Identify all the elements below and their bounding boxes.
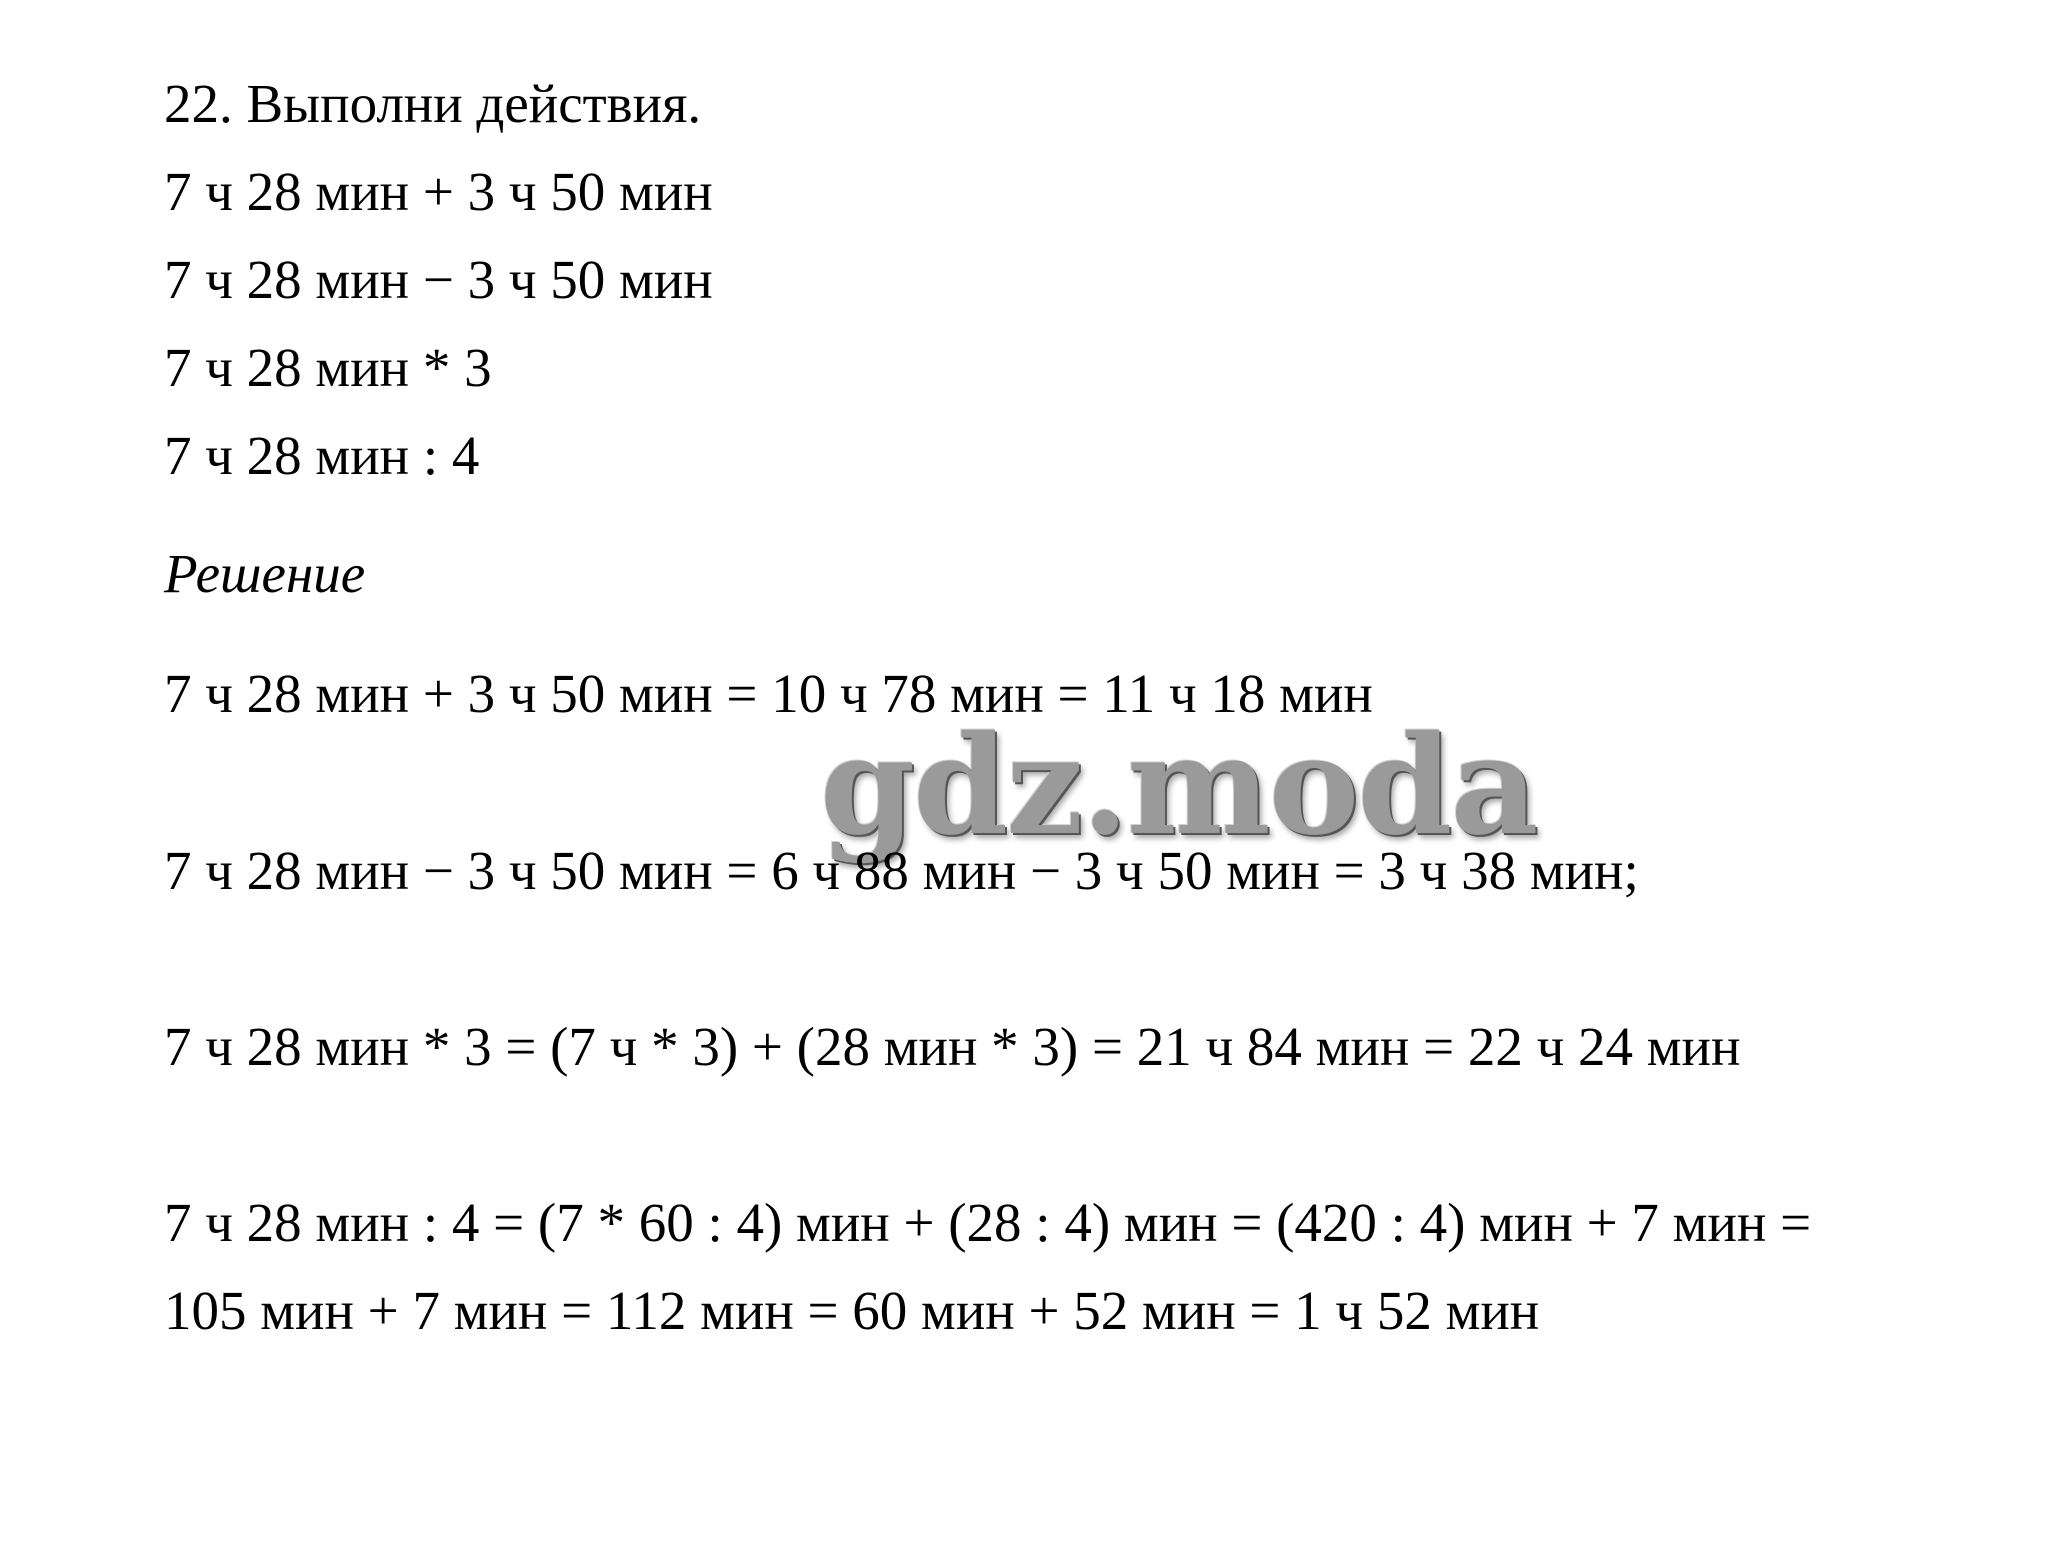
- task-title: 22. Выполни действия.: [164, 73, 702, 134]
- solution-line-division-part2: 105 мин + 7 мин = 112 мин = 60 мин + 52 мин = 1 ч 52 мин: [164, 1280, 1540, 1341]
- task-expression-subtraction: 7 ч 28 мин − 3 ч 50 мин: [164, 249, 713, 310]
- task-expression-multiplication: 7 ч 28 мин * 3: [164, 337, 492, 398]
- solution-line-addition: 7 ч 28 мин + 3 ч 50 мин = 10 ч 78 мин = 11 ч 18 мин: [164, 663, 1373, 724]
- task-expression-addition: 7 ч 28 мин + 3 ч 50 мин: [164, 161, 713, 222]
- solution-heading: Решение: [164, 543, 366, 604]
- solution-line-multiplication: 7 ч 28 мин * 3 = (7 ч * 3) + (28 мин * 3) = 21 ч 84 мин = 22 ч 24 мин: [164, 1016, 1741, 1077]
- solution-line-subtraction: 7 ч 28 мин − 3 ч 50 мин = 6 ч 88 мин − 3 ч 50 мин = 3 ч 38 мин;: [164, 840, 1639, 901]
- task-expression-division: 7 ч 28 мин : 4: [164, 425, 480, 486]
- watermark-logo: gdz.moda: [820, 706, 1537, 866]
- solution-line-division-part1: 7 ч 28 мин : 4 = (7 * 60 : 4) мин + (28 : 4) мин = (420 : 4) мин + 7 мин =: [164, 1192, 1812, 1253]
